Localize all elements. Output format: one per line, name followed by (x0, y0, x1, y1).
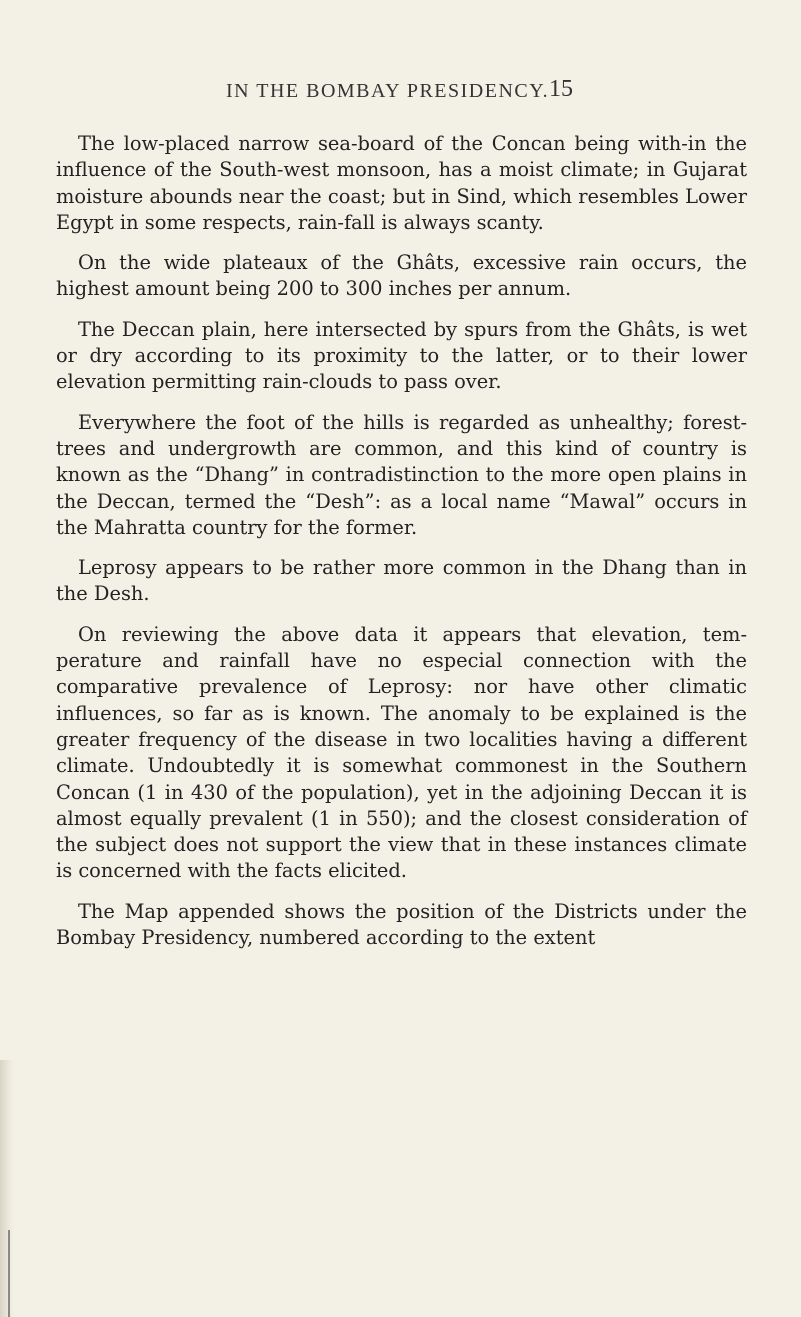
binding-edge-line (8, 1230, 10, 1317)
paragraph-map-appended: The Map appended shows the position of the Districts under the Bombay Presidency, numbered according to the extent (56, 899, 747, 950)
page-number: 15 (549, 76, 573, 102)
paragraph-dhang-desh: Everywhere the foot of the hills is regarded as unhealthy; forest-trees and undergrowth are common, and this kind of country is known as the “Dhang” in contradistinction to the more open plains in the Deccan, termed the “Desh”: as a local name “Mawal” occurs in the Mahratta country for the former. (56, 410, 747, 539)
running-head: IN THE BOMBAY PRESIDENCY. (226, 80, 550, 102)
paragraph-leprosy-dhang: Leprosy appears to be rather more common in the Dhang than in the Desh. (56, 556, 747, 606)
page-header (0, 76, 801, 110)
paragraph-deccan-plain: The Deccan plain, here intersected by spurs from the Ghâts, is wet or dry according to its proximity to the latter, or to their lower elevation permitting rain-clouds to pass over. (56, 317, 747, 394)
paragraph-ghats-rain: On the wide plateaux of the Ghâts, excessive rain occurs, the highest amount being 200 to 300 inches per annum. (56, 251, 747, 301)
body-text (56, 131, 747, 965)
paragraph-concan-climate: The low-placed narrow sea-board of the Concan being with-in the influence of the South-west monsoon, has a moist climate; in Gujarat moisture abounds near the coast; but in Sind, which resembles Lower Egypt in some respects, rain-fall is always scanty. (56, 132, 747, 234)
paragraph-data-review: On reviewing the above data it appears that elevation, tem-perature and rainfall have no especial connection with the comparative prevalence of Leprosy: nor have other climatic influences, so far as is known. The anomaly to be explained is the greater frequency of the disease in two localities having a different climate. Undoubtedly it is somewhat commonest in the Southern Concan (1 in 430 of the population), yet in the adjoining Deccan it is almost equally prevalent (1 in 550); and the closest consideration of the subject does not support the view that in these instances climate is concerned with the facts elicited. (56, 622, 747, 883)
page-edge-shadow (0, 1060, 14, 1317)
